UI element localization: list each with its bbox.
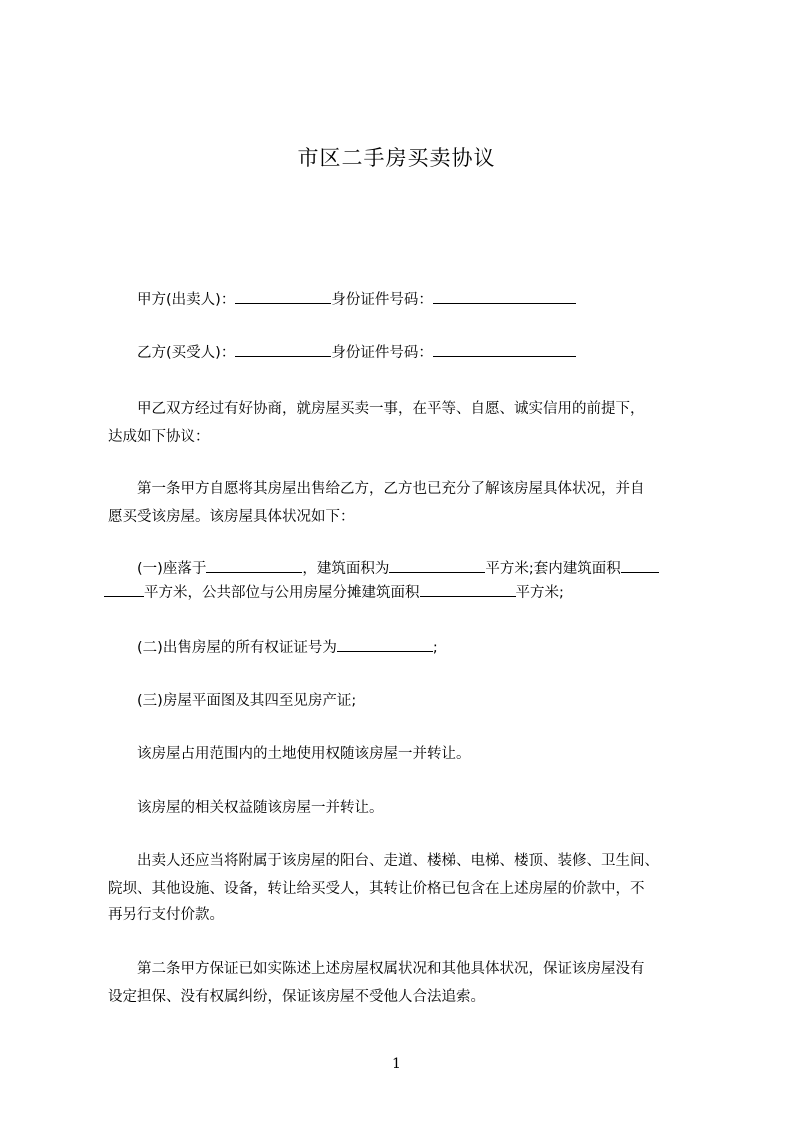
item3-line: (三)房屋平面图及其四至见房产证; [137, 693, 357, 709]
item1-area-label: ，建筑面积为 [302, 561, 390, 577]
area-blank[interactable] [389, 558, 485, 573]
item1-shared-area-label: 平方米，公共部位与公用房屋分摊建筑面积 [144, 585, 420, 601]
party-a-name-blank[interactable] [235, 289, 331, 304]
party-b-line [137, 342, 576, 364]
shared-area-blank[interactable] [420, 582, 516, 597]
item2-end: ; [432, 640, 438, 656]
party-a-id-blank[interactable] [433, 289, 576, 304]
page-number: 1 [392, 1056, 401, 1072]
article2-line-2: 设定担保、没有权属纠纷，保证该房屋不受他人合法追索。 [108, 989, 485, 1005]
party-a-line [137, 289, 576, 311]
certificate-number-blank[interactable] [337, 637, 433, 652]
party-a-label: 甲方(出卖人)： [137, 292, 236, 308]
party-b-name-blank[interactable] [235, 342, 331, 357]
item1-unit-label: 平方米; [515, 585, 564, 601]
attachments-line-3: 再另行支付价款。 [108, 907, 224, 923]
party-b-label: 乙方(买受人)： [137, 345, 236, 361]
intro-line-2: 达成如下协议： [108, 429, 210, 445]
article1-line-1: 第一条甲方自愿将其房屋出售给乙方，乙方也已充分了解该房屋具体状况，并自 [137, 481, 645, 497]
inner-area-blank-part1[interactable] [621, 558, 659, 573]
item1-line-1 [137, 558, 659, 580]
item2-label: (二)出售房屋的所有权证证号为 [137, 640, 337, 656]
attachments-line-2: 院坝、其他设施、设备，转让给买受人，其转让价格已包含在上述房屋的价款中，不 [108, 881, 645, 897]
document-title: 市区二手房买卖协议 [297, 146, 496, 170]
intro-line-1: 甲乙双方经过有好协商，就房屋买卖一事，在平等、自愿、诚实信用的前提下， [137, 401, 645, 417]
item1-line-2 [104, 582, 564, 604]
party-a-id-label: 身份证件号码： [331, 292, 433, 308]
item2-line [137, 637, 438, 659]
item1-location-label: (一)座落于 [137, 561, 207, 577]
location-blank[interactable] [206, 558, 302, 573]
rights-line: 该房屋的相关权益随该房屋一并转让。 [137, 800, 384, 816]
party-b-id-blank[interactable] [433, 342, 576, 357]
attachments-line-1: 出卖人还应当将附属于该房屋的阳台、走道、楼梯、电梯、楼顶、装修、卫生间、 [137, 853, 659, 869]
item1-inner-area-label: 平方米;套内建筑面积 [485, 561, 621, 577]
party-b-id-label: 身份证件号码： [331, 345, 433, 361]
article1-line-2: 愿买受该房屋。该房屋具体状况如下： [108, 509, 355, 525]
inner-area-blank-part2[interactable] [104, 582, 144, 597]
article2-line-1: 第二条甲方保证已如实陈述上述房屋权属状况和其他具体状况，保证该房屋没有 [137, 961, 645, 977]
land-use-line: 该房屋占用范围内的土地使用权随该房屋一并转让。 [137, 746, 471, 762]
